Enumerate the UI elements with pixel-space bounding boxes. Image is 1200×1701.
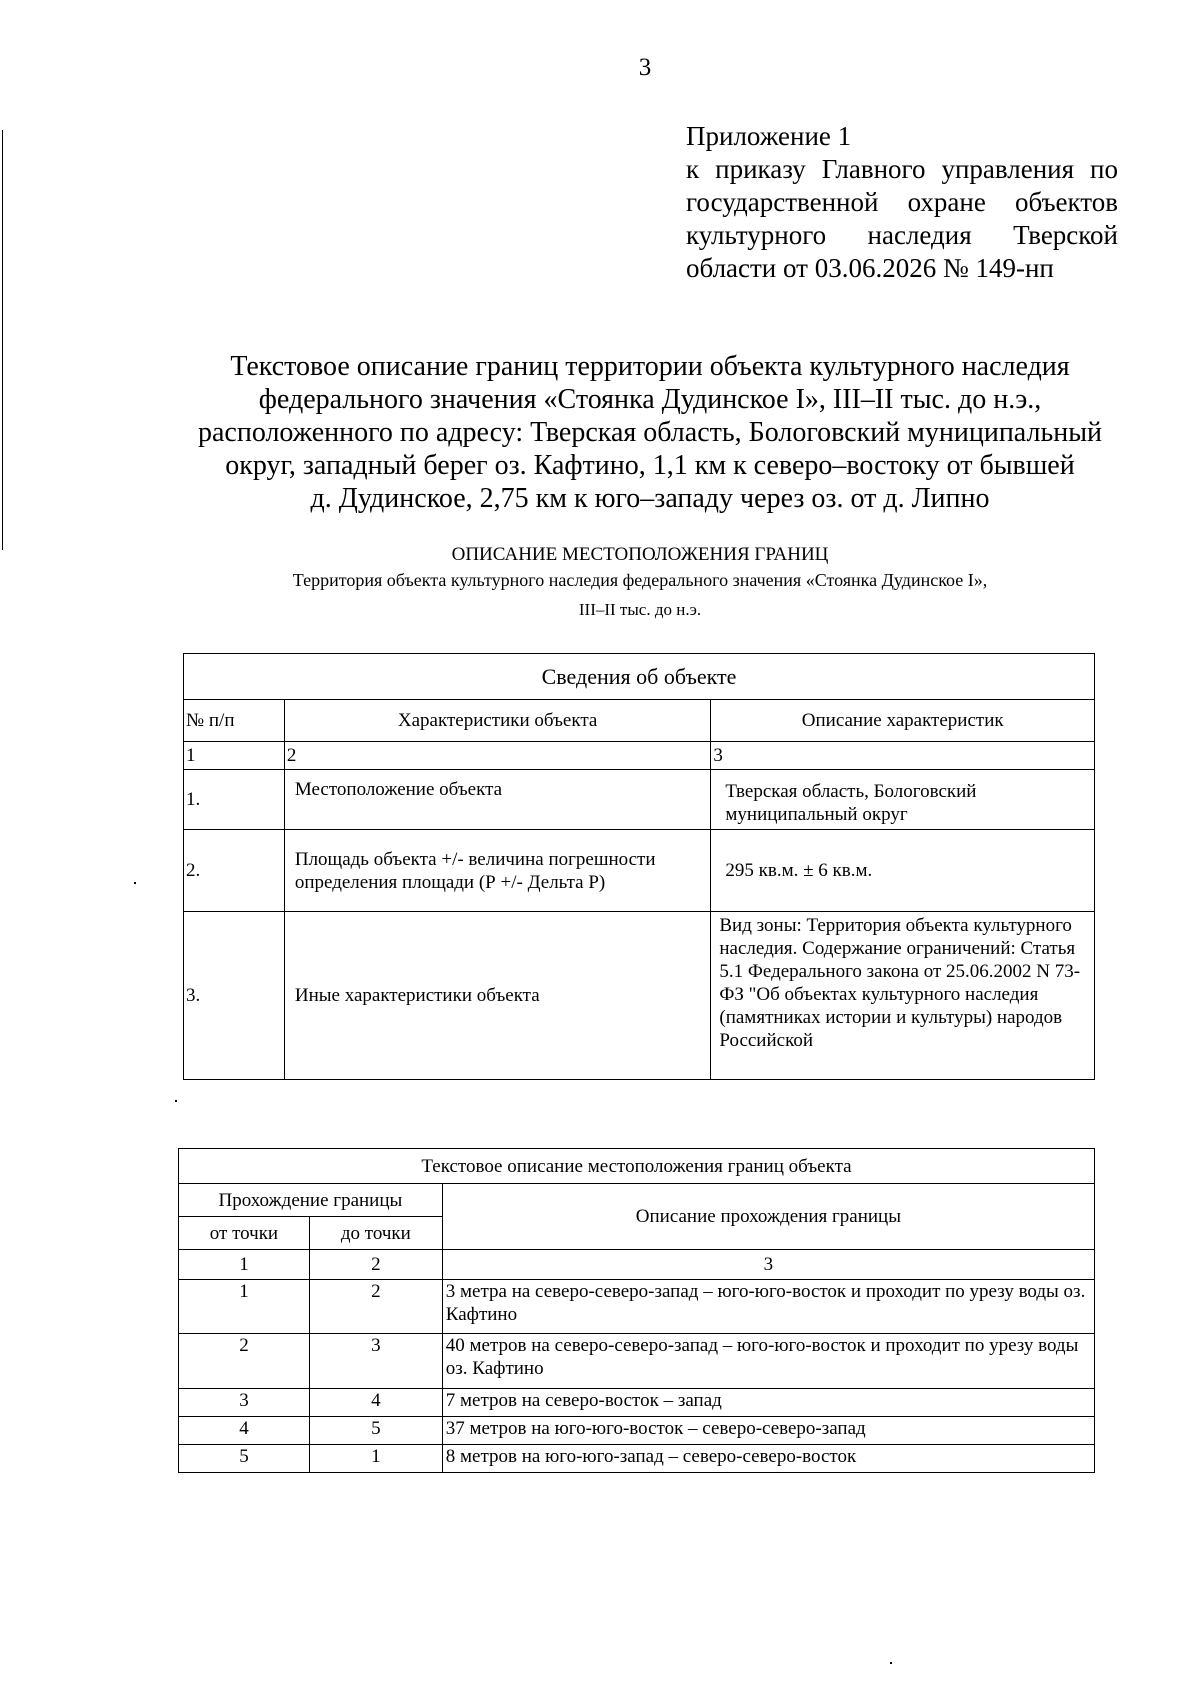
appendix-line: к приказу Главного управления по <box>686 154 1118 184</box>
desc-header: Описание прохождения границы <box>442 1184 1094 1250</box>
scan-speck <box>890 1662 892 1664</box>
section-subtitle: Территория объекта культурного наследия федерального значения «Стоянка Дудинское I», <box>292 570 988 590</box>
title-line: федерального значения «Стоянка Дудинское I», III–II тыс. до н.э., <box>258 384 1042 415</box>
from-header: от точки <box>179 1217 310 1250</box>
from-point: 5 <box>179 1445 310 1473</box>
header-characteristics: Характеристики объекта <box>284 700 711 742</box>
table-row <box>179 1280 1095 1334</box>
section-heading: ОПИСАНИЕ МЕСТОПОЛОЖЕНИЯ ГРАНИЦ <box>451 544 829 565</box>
to-point: 3 <box>309 1334 442 1389</box>
from-point: 4 <box>179 1417 310 1445</box>
index-cell: 2 <box>284 742 711 770</box>
from-point: 3 <box>179 1389 310 1417</box>
appendix-line: государственной охране объектов <box>686 187 1118 217</box>
object-info-table <box>183 653 1095 1080</box>
boundary-description: 7 метров на северо-восток – запад <box>442 1389 1094 1417</box>
index-cell: 2 <box>309 1250 442 1280</box>
row-number: 1. <box>184 770 285 830</box>
object-table-caption: Сведения об объекте <box>184 654 1095 700</box>
group-header: Прохождение границы <box>179 1184 443 1217</box>
to-point: 2 <box>309 1280 442 1334</box>
boundary-table <box>178 1148 1095 1473</box>
appendix-line: культурного наследия Тверской <box>686 220 1118 250</box>
from-point: 1 <box>179 1280 310 1334</box>
row-description: 295 кв.м. ± 6 кв.м. <box>711 830 1095 912</box>
appendix-line: Приложение 1 <box>686 121 852 151</box>
row-number: 2. <box>184 830 285 912</box>
boundary-table-caption: Текстовое описание местоположения границ объекта <box>179 1149 1095 1184</box>
index-cell: 1 <box>184 742 285 770</box>
table-row <box>179 1334 1095 1389</box>
header-description: Описание характеристик <box>711 700 1095 742</box>
title-line: округ, западный берег оз. Кафтино, 1,1 км к северо–востоку от бывшей <box>225 450 1075 481</box>
table-row <box>179 1389 1095 1417</box>
index-cell: 1 <box>179 1250 310 1280</box>
section-era: III–II тыс. до н.э. <box>578 600 702 619</box>
index-cell: 3 <box>711 742 1095 770</box>
table-row <box>179 1445 1095 1473</box>
row-name: Местоположение объекта <box>284 770 711 830</box>
to-header: до точки <box>309 1217 442 1250</box>
to-point: 5 <box>309 1417 442 1445</box>
boundary-description: 3 метра на северо-северо-запад – юго-юго-восток и проходит по урезу воды оз. Кафтино <box>442 1280 1094 1334</box>
title-line: д. Дудинское, 2,75 км к юго–западу через оз. от д. Липно <box>310 483 990 514</box>
appendix-block <box>686 120 1118 285</box>
appendix-line: области от 03.06.2026 № 149-нп <box>686 253 1054 283</box>
index-cell: 3 <box>442 1250 1094 1280</box>
title-line: расположенного по адресу: Тверская область, Бологовский муниципальный <box>197 417 1102 448</box>
row-description: Тверская область, Бологовский муниципальный округ <box>711 770 1095 830</box>
table-row <box>179 1417 1095 1445</box>
scan-edge-mark <box>2 130 3 550</box>
from-point: 2 <box>179 1334 310 1389</box>
boundary-description: 40 метров на северо-северо-запад – юго-юго-восток и проходит по урезу воды оз. Кафтино <box>442 1334 1094 1389</box>
row-description: Вид зоны: Территория объекта культурного наследия. Содержание ограничений: Статья 5.1 Федерального закона от 25.06.2002 N 73-ФЗ "Об объектах культурного наследия (памятниках истории и культуры) народов Российской <box>711 912 1095 1080</box>
boundary-description: 37 метров на юго-юго-восток – северо-северо-запад <box>442 1417 1094 1445</box>
row-name: Иные характеристики объекта <box>284 912 711 1080</box>
scan-speck <box>134 882 136 884</box>
boundary-description: 8 метров на юго-юго-запад – северо-северо-восток <box>442 1445 1094 1473</box>
page-number: 3 <box>638 54 652 81</box>
row-name: Площадь объекта +/- величина погрешности определения площади (Р +/- Дельта Р) <box>284 830 711 912</box>
to-point: 1 <box>309 1445 442 1473</box>
header-number: № п/п <box>184 700 285 742</box>
row-number: 3. <box>184 912 285 1080</box>
document-title <box>130 350 1170 515</box>
scan-speck <box>175 1100 177 1102</box>
to-point: 4 <box>309 1389 442 1417</box>
title-line: Текстовое описание границ территории объекта культурного наследия <box>230 351 1070 382</box>
